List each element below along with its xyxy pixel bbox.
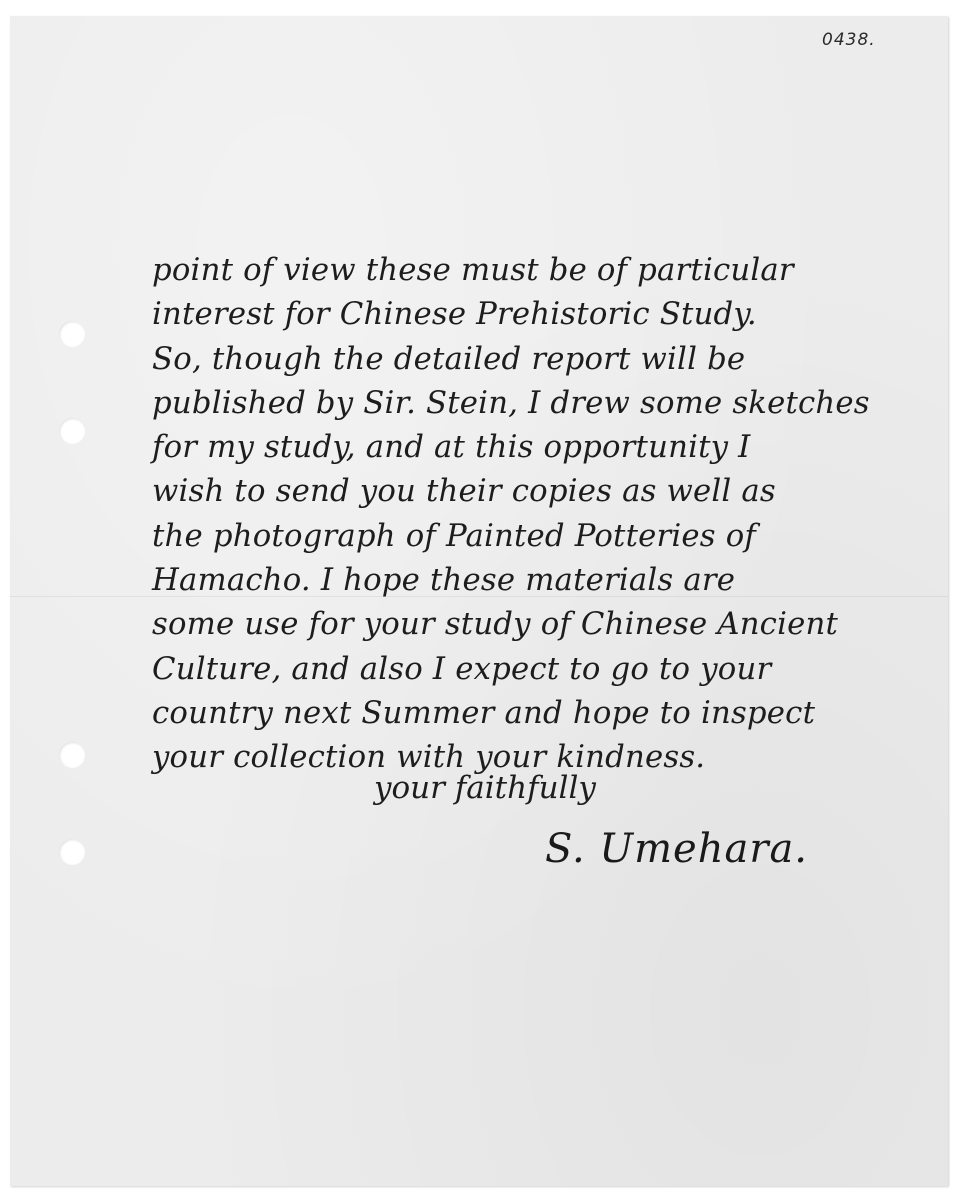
- letter-line: your collection with your kindness.: [152, 739, 706, 776]
- letter-line: interest for Chinese Prehistoric Study.: [152, 296, 757, 333]
- letter-line: wish to send you their copies as well as: [152, 473, 776, 510]
- punch-hole-3: [59, 742, 85, 768]
- letter-line: Culture, and also I expect to go to your: [152, 650, 772, 687]
- letter-line: some use for your study of Chinese Ancient: [152, 606, 839, 643]
- letter-line: for my study, and at this opportunity I: [152, 429, 751, 466]
- signature: S. Umehara.: [545, 826, 809, 872]
- letter-line: So, though the detailed report will be: [152, 340, 746, 377]
- letter-line: country next Summer and hope to inspect: [152, 694, 816, 731]
- letter-line: Hamacho. I hope these materials are: [152, 562, 736, 599]
- punch-hole-4: [59, 839, 85, 865]
- letter-closing: your faithfully: [374, 770, 596, 806]
- letter-body: [152, 248, 942, 780]
- archive-page-number: 0438.: [822, 30, 876, 50]
- letter-line: published by Sir. Stein, I drew some sketches: [152, 384, 870, 421]
- letter-line: the photograph of Painted Potteries of: [152, 517, 756, 554]
- punch-hole-2: [59, 418, 85, 444]
- letter-line: point of view these must be of particular: [152, 252, 794, 288]
- punch-hole-1: [59, 321, 85, 347]
